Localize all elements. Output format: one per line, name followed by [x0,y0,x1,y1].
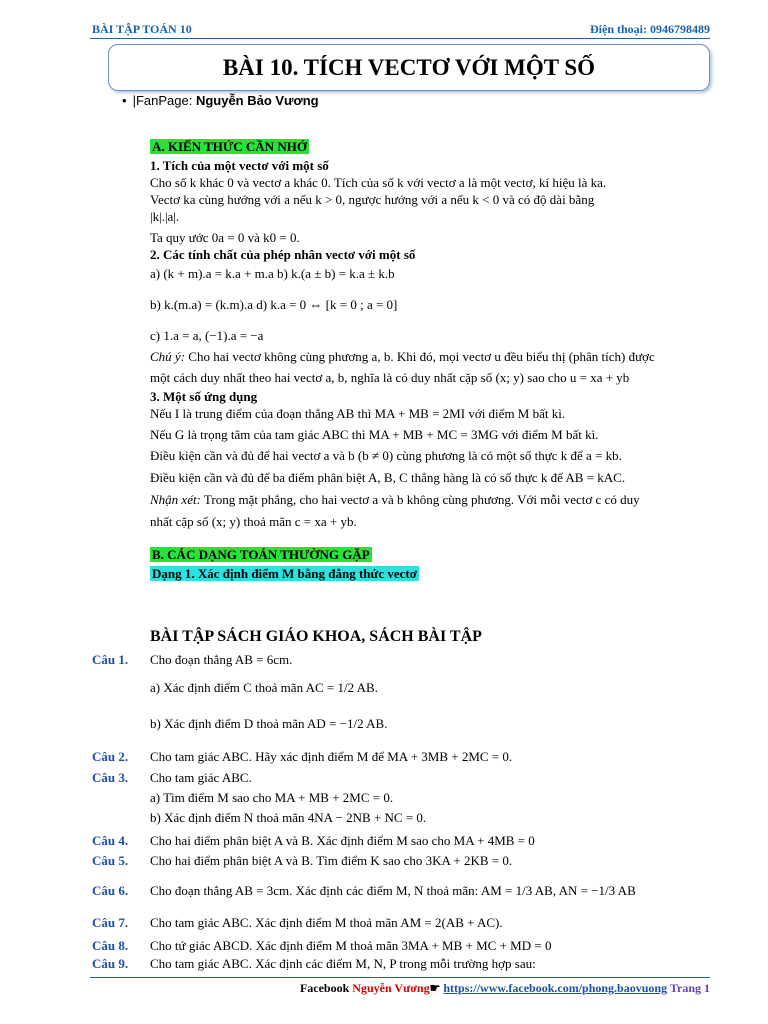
application-2: Nếu G là trọng tâm của tam giác ABC thì MA + MB + MC = 3MG với điểm M bất kì. [150,427,599,442]
header-phone: Điện thoại: 0946798489 [590,22,710,36]
remark-label: Nhận xét: [150,492,201,507]
property-c: c) 1.a = a, (−1).a = −a [150,328,264,343]
footer-facebook-link[interactable]: https://www.facebook.com/phong.baovuong [443,981,668,995]
question-7: Câu 7. Cho tam giác ABC. Xác định điểm M thoả mãn AM = 2(AB + AC). [92,915,503,930]
question-5: Câu 5. Cho hai điểm phân biệt A và B. Tìm điểm K sao cho 3KA + 2KB = 0. [92,853,513,868]
section-b-heading: B. CÁC DẠNG TOÁN THƯỜNG GẶP [152,547,370,562]
heading-1: 1. Tích của một vectơ với một số [150,158,329,173]
application-3: Điều kiện cần và đủ để hai vectơ a và b (b ≠ 0) cùng phương là có một số thực k để a = kb. [150,448,622,463]
fanpage-name: Nguyễn Bảo Vương [195,93,319,108]
question-3a: a) Tìm điểm M sao cho MA + MB + 2MC = 0. [150,790,394,805]
footer-page-number: Trang 1 [667,981,710,995]
question-1a: a) Xác định điểm C thoả mãn AC = 1/2 AB. [150,680,378,695]
header-left: BÀI TẬP TOÁN 10 [92,22,192,36]
theory-section [150,138,710,582]
question-4: Câu 4. Cho hai điểm phân biệt A và B. Xác định điểm M sao cho MA + 4MB = 0 [92,833,535,848]
footer-facebook-label: Facebook [299,981,353,995]
section-a-heading: A. KIẾN THỨC CẦN NHỚ [152,139,307,154]
footer-author: Nguyễn Vương [352,981,430,995]
paragraph-3: |k|.|a|. [150,209,180,224]
note-label: Chú ý: [150,349,186,364]
paragraph-1: Cho số k khác 0 và vectơ a khác 0. Tích của số k với vectơ a là một vectơ, kí hiệu là ka. [150,175,607,190]
note-text-2: một cách duy nhất theo hai vectơ a, b, nghĩa là có duy nhất cặp số (x; y) sao cho u = xa + yb [150,370,630,385]
question-2: Câu 2. Cho tam giác ABC. Hãy xác định điểm M để MA + 3MB + 2MC = 0. [92,749,513,764]
question-8: Câu 8. Cho tứ giác ABCD. Xác định điểm M thoả mãn 3MA + MB + MC + MD = 0 [92,938,552,953]
question-3: Câu 3. Cho tam giác ABC. [92,770,252,785]
remark-text-2: nhất cặp số (x; y) thoả mãn c = xa + yb. [150,514,357,529]
question-1: Câu 1. Cho đoạn thẳng AB = 6cm. [92,652,293,667]
exercise-title: BÀI TẬP SÁCH GIÁO KHOA, SÁCH BÀI TẬP [150,628,482,645]
application-4: Điều kiện cần và đủ để ba điểm phân biệt A, B, C thẳng hàng là có số thực k để AB = kAC. [150,470,626,485]
title-box [108,44,710,91]
header-divider [90,38,710,39]
application-1: Nếu I là trung điểm của đoạn thẳng AB thì MA + MB = 2MI với điểm M bất kì. [150,406,566,421]
bullet-icon: • [122,93,127,108]
fanpage-line [122,93,319,108]
question-9: Câu 9. Cho tam giác ABC. Xác định các điểm M, N, P trong mỗi trường hợp sau: [92,956,536,971]
heading-3: 3. Một số ứng dụng [150,389,258,404]
question-3b: b) Xác định điểm N thoả mãn 4NA − 2NB + NC = 0. [150,810,427,825]
question-1b: b) Xác định điểm D thoả mãn AD = −1/2 AB. [150,716,388,731]
paragraph-2: Vectơ ka cùng hướng với a nếu k > 0, ngược hướng với a nếu k < 0 và có độ dài bằng [150,192,595,207]
property-b: b) k.(m.a) = (k.m).a d) k.a = 0 ⇔ [k = 0 ; a = 0] [150,297,398,312]
remark-text: Trong mặt phẳng, cho hai vectơ a và b không cùng phương. Với mỗi vectơ c có duy [200,492,640,507]
pointing-hand-icon: ☛ [429,981,444,995]
fanpage-label: |FanPage: [132,93,196,108]
footer-divider [90,977,710,978]
heading-2: 2. Các tính chất của phép nhân vectơ với một số [150,247,416,262]
question-6: Câu 6. Cho đoạn thẳng AB = 3cm. Xác định các điểm M, N thoả mãn: AM = 1/3 AB, AN = −1/3 AB [92,883,636,898]
footer [300,981,710,996]
dang-1-heading: Dạng 1. Xác định điểm M bằng đẳng thức vectơ [152,566,417,581]
paragraph-4: Ta quy ước 0a = 0 và k0 = 0. [150,230,300,245]
note-text: Cho hai vectơ không cùng phương a, b. Khi đó, mọi vectơ u đều biểu thị (phân tích) được [185,349,655,364]
property-a: a) (k + m).a = k.a + m.a b) k.(a ± b) = k.a ± k.b [150,266,395,281]
page-title: BÀI 10. TÍCH VECTƠ VỚI MỘT SỐ [222,54,596,80]
